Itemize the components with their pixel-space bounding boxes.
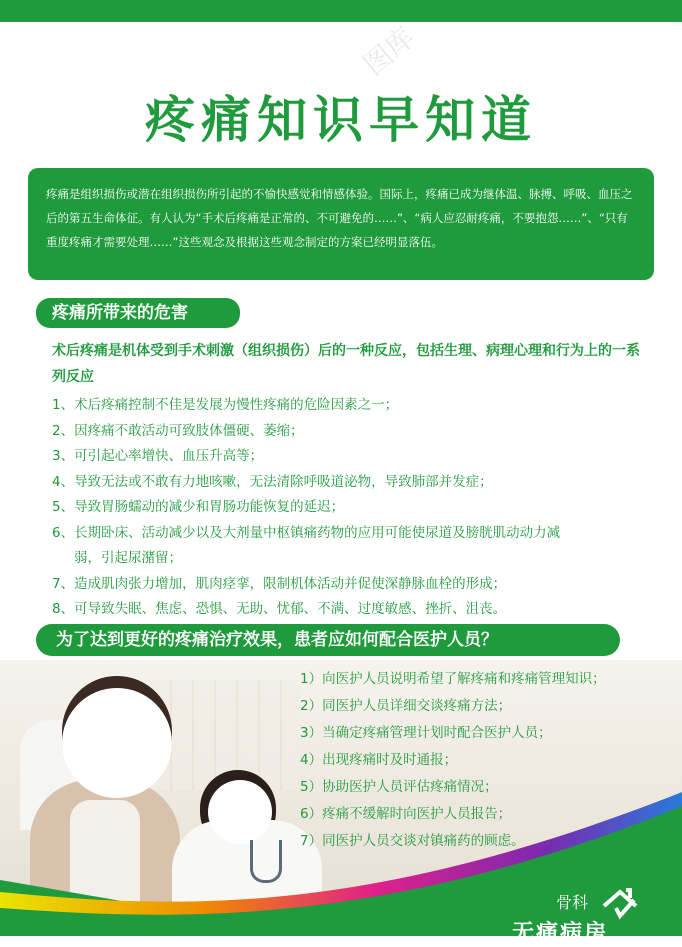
list-item: 7）同医护人员交谈对镇痛药的顾虑。 (300, 833, 525, 849)
brand-sub: 骨科 (556, 893, 589, 912)
page-title: 疼痛知识早知道 (145, 91, 537, 149)
brand-logo (500, 886, 682, 946)
list-item: 8、可导致失眠、焦虑、恐惧、无助、忧郁、不满、过度敏感、挫折、沮丧。 (52, 601, 507, 617)
list-item-continued (52, 546, 662, 572)
list-item: 5、导致胃肠蠕动的减少和胃肠功能恢复的延迟； (52, 499, 345, 515)
harms-list (52, 393, 662, 623)
list-item-continuation: 弱，引起尿潴留； (74, 550, 182, 566)
list-item: 6、长期卧床、活动减少以及大剂量中枢镇痛药物的应用可能使尿道及膀胱肌动动力减 (52, 524, 561, 541)
list-item: 6）疼痛不缓解时向医护人员报告； (300, 806, 512, 822)
list-item: 7、造成肌肉张力增加，肌肉痉挛，限制机体活动并促使深静脉血栓的形成； (52, 575, 507, 592)
list-item: 2）同医护人员详细交谈疼痛方法； (300, 698, 512, 714)
top-band (0, 0, 682, 22)
list-item: 1、术后疼痛控制不佳是发展为慢性疼痛的危险因素之一； (52, 397, 399, 413)
harms-lead-text: 术后疼痛是机体受到手术刺激（组织损伤）后的一种反应，包括生理、病理心理和行为上的一系列反应 (52, 343, 640, 385)
section-heading-harms: 疼痛所带来的危害 (36, 298, 240, 328)
list-item: 1）向医护人员说明希望了解疼痛和疼痛管理知识； (300, 671, 606, 687)
intro-text: 疼痛是组织损伤或潜在组织损伤所引起的不愉快感觉和情感体验。国际上，疼痛已成为继体温、脉搏、呼吸、血压之后的第五生命体征。有人认为“手术后疼痛是正常的、不可避免的……”、“病人应忍耐疼痛，不要抱怨……”、“只有重度疼痛才需要处理……”这些观念及根据这些观念制定的方案已经明显落伍。 (46, 187, 633, 249)
list-item: 4、导致无法或不敢有力地咳嗽，无法清除呼吸道泌物，导致肺部并发症； (52, 473, 493, 490)
list-item: 2、因疼痛不敢活动可致肢体僵硬、萎缩； (52, 422, 304, 439)
list-item: 5）协助医护人员评估疼痛情况； (300, 779, 498, 795)
list-item: 3）当确定疼痛管理计划时配合医护人员； (300, 725, 552, 741)
watermark: 图库 (356, 20, 422, 82)
intro-box (28, 168, 654, 280)
brand-main: 无痛病房 (512, 921, 609, 946)
list-item: 3、可引起心率增快、血压升高等； (52, 448, 264, 464)
list-item: 4）出现疼痛时及时通报； (300, 752, 458, 768)
section-heading-cooperation: 为了达到更好的疼痛治疗效果，患者应如何配合医护人员？ (36, 624, 620, 656)
